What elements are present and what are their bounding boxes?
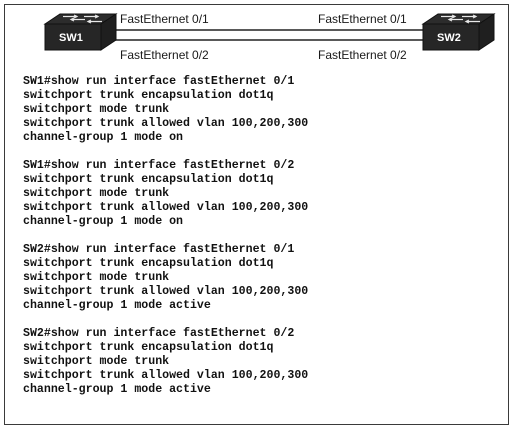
config-line: switchport trunk allowed vlan 100,200,300: [23, 117, 309, 130]
sw1-port-fa02-label: FastEthernet 0/2: [120, 48, 209, 62]
config-line: switchport trunk encapsulation dot1q: [23, 173, 274, 186]
sw1-port-fa01-label: FastEthernet 0/1: [120, 12, 209, 26]
sw2-port-fa02-label: FastEthernet 0/2: [318, 48, 407, 62]
config-line: channel-group 1 mode on: [23, 131, 184, 144]
config-block-sw2-fa02: [23, 327, 493, 397]
config-line: SW1#show run interface fastEthernet 0/2: [23, 159, 295, 172]
config-line: channel-group 1 mode active: [23, 299, 211, 312]
topology-svg: [0, 0, 514, 70]
config-line: SW1#show run interface fastEthernet 0/1: [23, 75, 295, 88]
config-line: channel-group 1 mode on: [23, 215, 184, 228]
switch-sw1-label: SW1: [59, 32, 83, 44]
config-line: switchport trunk allowed vlan 100,200,300: [23, 201, 309, 214]
switch-sw2: [423, 14, 494, 50]
config-line: switchport mode trunk: [23, 355, 170, 368]
config-line: switchport trunk allowed vlan 100,200,300: [23, 369, 309, 382]
switch-sw2-label: SW2: [437, 32, 461, 44]
config-line: switchport trunk encapsulation dot1q: [23, 89, 274, 102]
config-line: switchport mode trunk: [23, 271, 170, 284]
network-topology: [0, 0, 514, 70]
config-line: switchport trunk encapsulation dot1q: [23, 341, 274, 354]
config-block-sw1-fa01: [23, 75, 493, 145]
config-line: SW2#show run interface fastEthernet 0/2: [23, 327, 295, 340]
config-line: switchport trunk allowed vlan 100,200,300: [23, 285, 309, 298]
config-line: switchport mode trunk: [23, 187, 170, 200]
config-line: channel-group 1 mode active: [23, 383, 211, 396]
config-block-sw1-fa02: [23, 159, 493, 229]
config-output: [23, 75, 493, 411]
config-line: SW2#show run interface fastEthernet 0/1: [23, 243, 295, 256]
switch-sw1: [45, 14, 116, 50]
config-line: switchport mode trunk: [23, 103, 170, 116]
config-line: switchport trunk encapsulation dot1q: [23, 257, 274, 270]
config-block-sw2-fa01: [23, 243, 493, 313]
sw2-port-fa01-label: FastEthernet 0/1: [318, 12, 407, 26]
